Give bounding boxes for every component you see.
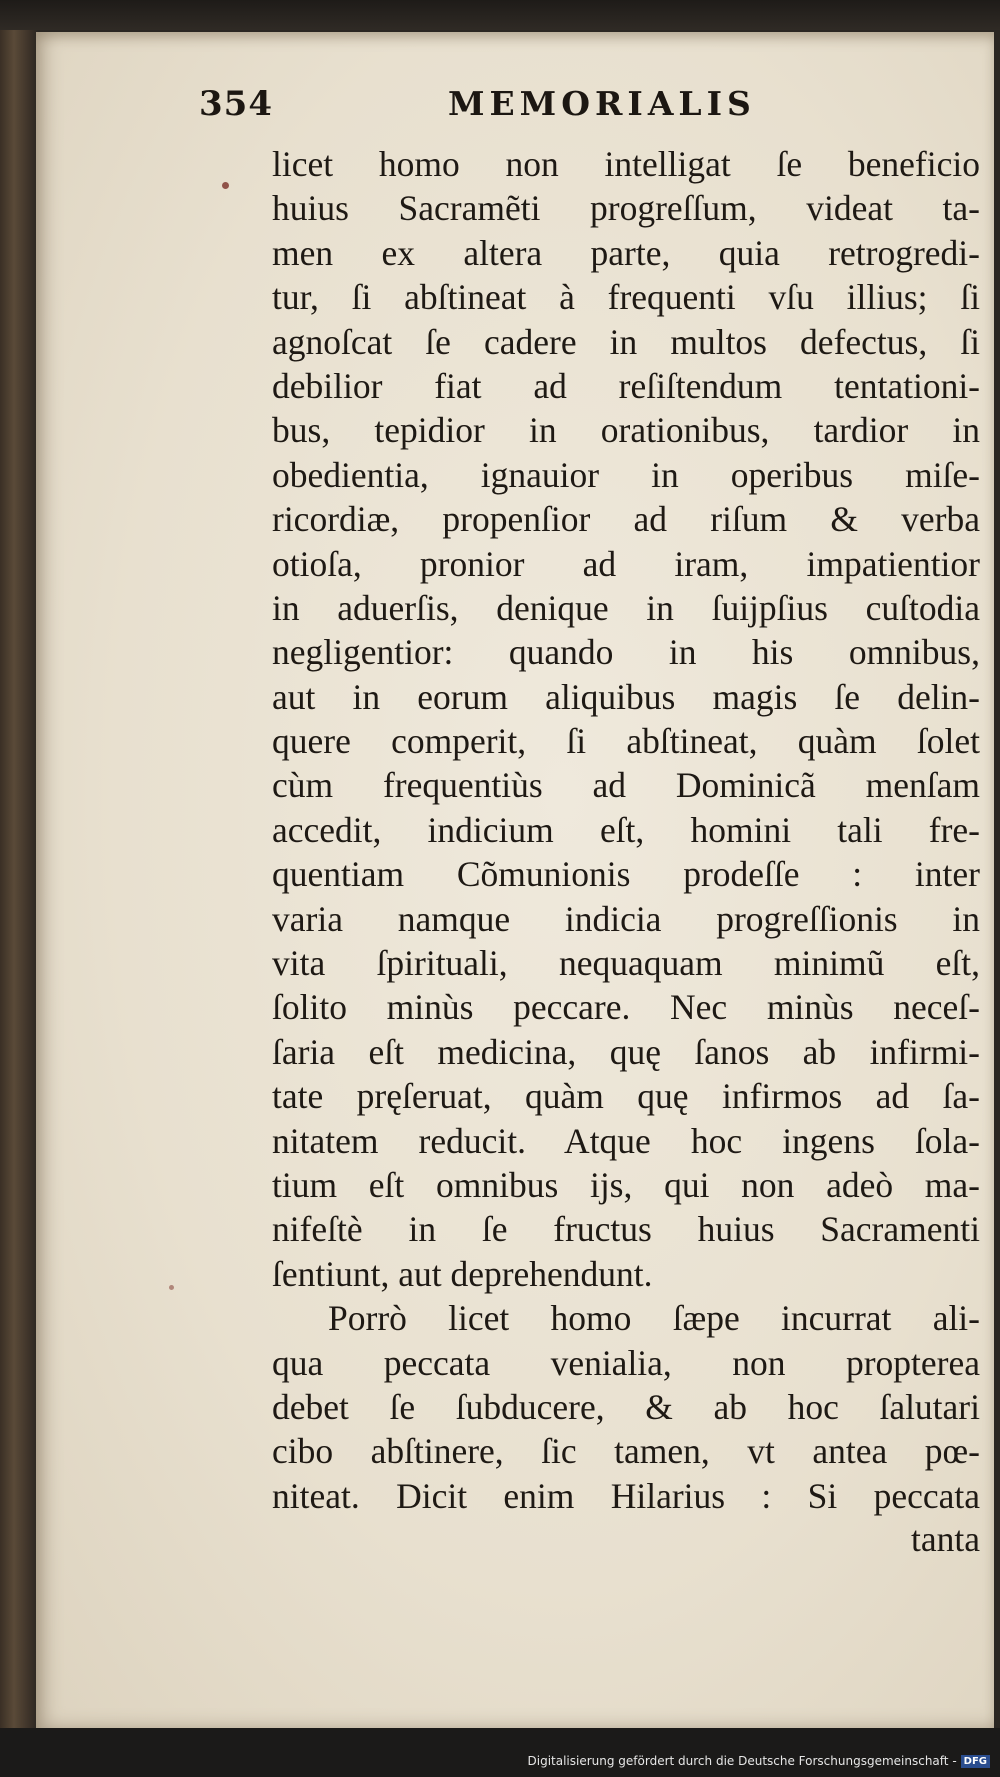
ink-spot — [222, 182, 229, 189]
text-line: cùm frequentiùs ad Dominicã menſam — [272, 765, 980, 806]
text-line: niteat. Dicit enim Hilarius : Si peccata — [272, 1475, 980, 1516]
text-line: huius Sacramẽti progreſſum, videat ta- — [272, 188, 980, 229]
text-line: negligentior: quando in his omnibus, — [272, 632, 980, 673]
text-line: nifeſtè in ſe fructus huius Sacramenti — [272, 1209, 980, 1250]
text-line: vita ſpirituali, nequaquam minimũ eſt, — [272, 943, 980, 984]
text-line: bus, tepidior in orationibus, tardior in — [272, 410, 980, 451]
digitization-credit — [528, 1754, 991, 1768]
text-line: debet ſe ſubducere, & ab hoc ſalutari — [272, 1386, 980, 1427]
ink-spot — [169, 1285, 174, 1290]
text-line: agnoſcat ſe cadere in multos defectus, ſi — [272, 321, 980, 362]
text-line: ſolito minùs peccare. Nec minùs neceſ- — [272, 987, 980, 1028]
catchword: tanta — [911, 1519, 980, 1560]
text-line: varia namque indicia progreſſionis in — [272, 898, 980, 939]
scan-bottom-edge — [0, 1728, 1000, 1777]
text-line: Porrò licet homo ſæpe incurrat ali- — [328, 1298, 980, 1339]
text-line: obedientia, ignauior in operibus miſe- — [272, 454, 980, 495]
text-line: tur, ſi abſtineat à frequenti vſu illius; ſi — [272, 277, 980, 318]
dfg-logo: DFG — [961, 1755, 990, 1768]
text-line: otioſa, pronior ad iram, impatientior — [272, 543, 980, 584]
book-page — [36, 32, 994, 1728]
catchword-row — [272, 1518, 994, 1562]
text-line: tate pręſeruat, quàm quę infirmos ad ſa- — [272, 1076, 980, 1117]
text-line: men ex altera parte, quia retrogredi- — [272, 232, 980, 273]
text-line: quere comperit, ſi abſtineat, quàm ſolet — [272, 721, 980, 762]
text-line: tium eſt omnibus ijs, qui non adeò ma- — [272, 1164, 980, 1205]
text-line: cibo abſtinere, ſic tamen, vt antea pœ- — [272, 1431, 980, 1472]
text-line: accedit, indicium eſt, homini tali fre- — [272, 809, 980, 850]
page-header — [36, 84, 994, 144]
page-number: 354 — [199, 84, 273, 124]
scan-top-edge — [0, 0, 1000, 30]
text-line: ſaria eſt medicina, quę ſanos ab infirmi- — [272, 1031, 980, 1072]
credit-text: Digitalisierung gefördert durch die Deutsche Forschungsgemeinschaft - — [527, 1754, 957, 1768]
text-line: debilior fiat ad reſiſtendum tentationi- — [272, 365, 980, 406]
text-line: qua peccata venialia, non propterea — [272, 1342, 980, 1383]
text-line: licet homo non intelligat ſe beneficio — [272, 144, 980, 184]
text-line: ricordiæ, propenſior ad riſum & verba — [272, 499, 980, 540]
body-text — [272, 142, 994, 1563]
text-line: quentiam Cõmunionis prodeſſe : inter — [272, 854, 980, 895]
text-line: ſentiunt, aut deprehendunt. — [272, 1253, 653, 1294]
text-line: nitatem reducit. Atque hoc ingens ſola- — [272, 1120, 980, 1161]
text-line: aut in eorum aliquibus magis ſe delin- — [272, 676, 980, 717]
text-line: in aduerſis, denique in ſuijpſius cuſtodia — [272, 587, 980, 628]
running-head: MEMORIALIS — [448, 84, 756, 123]
